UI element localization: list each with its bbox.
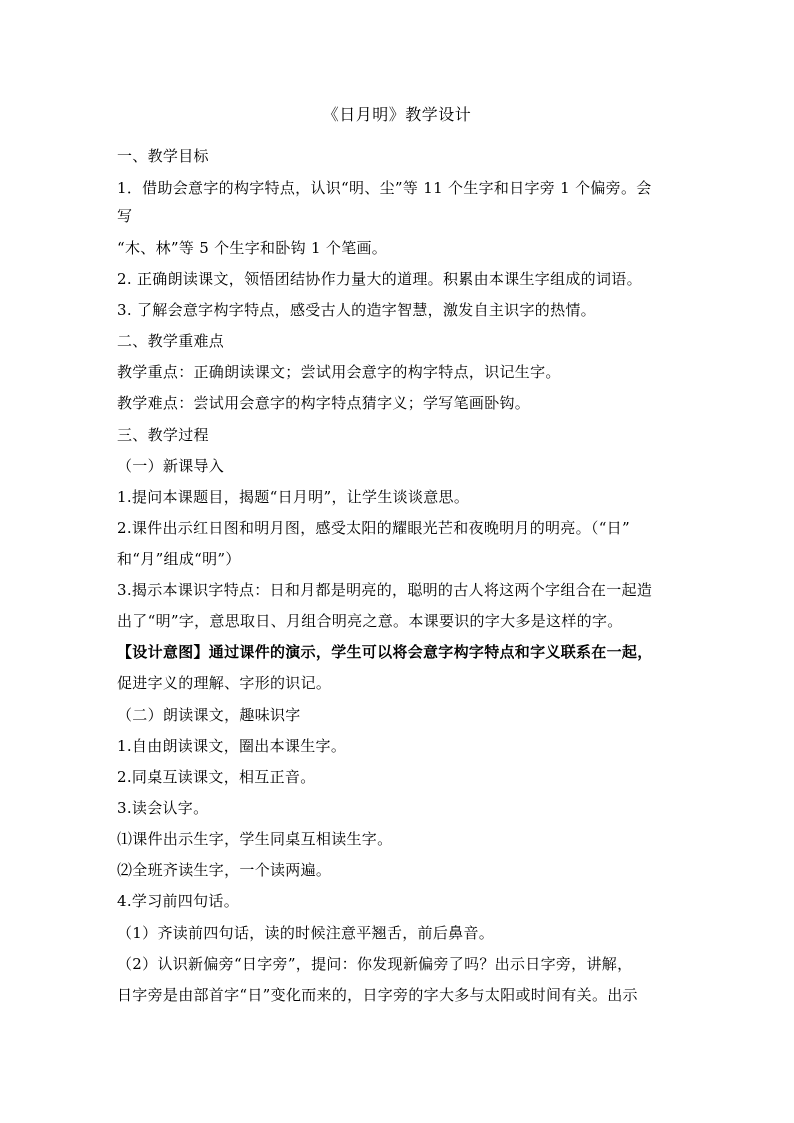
- process-step-line: 出了“明”字，意思取日、月组合明亮之意。本课要识的字大多是这样的字。: [117, 612, 623, 630]
- process-step-line: 3.揭示本课识字特点：日和月都是明亮的，聪明的古人将这两个字组合在一起造: [117, 581, 653, 599]
- design-intent-line: 【设计意图】通过课件的演示，学生可以将会意字构字特点和字义联系在一起，: [117, 643, 653, 661]
- process-substep-line: （1）齐读前四句话，读的时候注意平翘舌，前后鼻音。: [117, 924, 495, 942]
- design-intent-line: 促进字义的理解、字形的识记。: [117, 674, 332, 692]
- goal-2-line: 2. 正确朗读课文，领悟团结协作力量大的道理。积累由本课生字组成的词语。: [117, 270, 642, 288]
- subsection-heading-reading: （二）朗读课文，趣味识字: [117, 706, 301, 724]
- process-step-line: 3.读会认字。: [117, 799, 209, 817]
- process-step-line: 2.课件出示红日图和明月图，感受太阳的耀眼光芒和夜晚明月的明亮。（“日”: [117, 519, 630, 537]
- process-step-line: 4.学习前四句话。: [117, 892, 240, 910]
- process-step-line: 1.提问本课题目，揭题“日月明”，让学生谈谈意思。: [117, 488, 470, 506]
- process-step-line: 1.自由朗读课文，圈出本课生字。: [117, 737, 347, 755]
- goal-1-line: 写: [117, 207, 133, 225]
- section-heading-goals: 一、教学目标: [117, 147, 209, 165]
- document-title: 《日月明》教学设计: [322, 105, 472, 124]
- section-heading-process: 三、教学过程: [117, 426, 209, 444]
- section-heading-key-points: 二、教学重难点: [117, 332, 225, 350]
- process-substep-line: ⑴课件出示生字，学生同桌互相读生字。: [117, 830, 393, 848]
- goal-3-line: 3. 了解会意字构字特点，感受古人的造字智慧，激发自主识字的热情。: [117, 301, 596, 319]
- process-step-line: 和“月”组成“明”）: [117, 550, 241, 568]
- goal-1-line: “木、林”等 5 个生字和卧钩 1 个笔画。: [117, 239, 388, 257]
- process-substep-line: 日字旁是由部首字“日”变化而来的，日字旁的字大多与太阳或时间有关。出示: [117, 986, 638, 1004]
- difficult-point-line: 教学难点：尝试用会意字的构字特点猜字义；学写笔画卧钩。: [117, 394, 531, 412]
- process-substep-line: （2）认识新偏旁“日字旁”，提问：你发现新偏旁了吗？出示日字旁，讲解，: [117, 955, 633, 973]
- subsection-heading-intro: （一）新课导入: [117, 457, 225, 475]
- goal-1-line: 1．借助会意字的构字特点，认识“明、尘”等 11 个生字和日字旁 1 个偏旁。会: [117, 179, 652, 197]
- process-substep-line: ⑵全班齐读生字，一个读两遍。: [117, 861, 332, 879]
- process-step-line: 2.同桌互读课文，相互正音。: [117, 768, 316, 786]
- key-point-line: 教学重点：正确朗读课文；尝试用会意字的构字特点，识记生字。: [117, 363, 561, 381]
